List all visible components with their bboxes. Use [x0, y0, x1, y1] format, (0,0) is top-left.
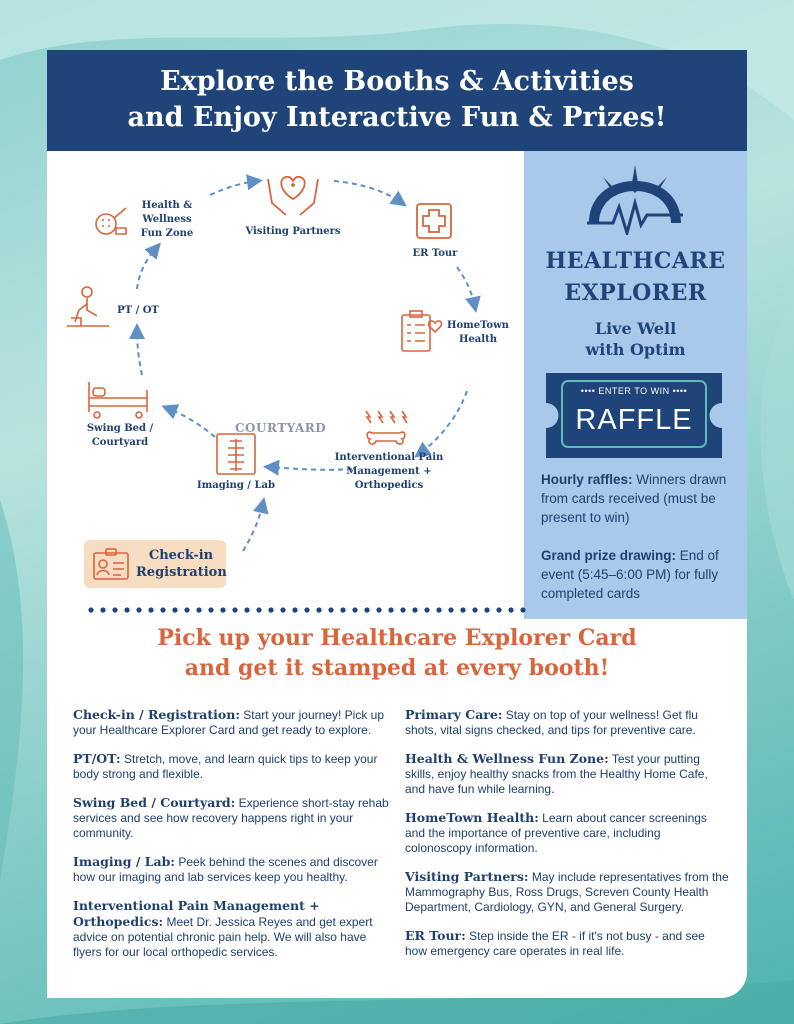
card-headline [47, 623, 747, 683]
divider-dot [496, 607, 501, 612]
station-er-tour: ER Tour [412, 248, 458, 259]
desc-text: Start your journey! Pick up your Healthcare Explorer Card and get ready to explore. [73, 708, 385, 737]
desc-item [73, 707, 395, 738]
desc-item [73, 854, 395, 885]
flyer-sheet [47, 50, 747, 998]
divider-dot [364, 607, 369, 612]
headline-line1: Pick up your Healthcare Explorer Card [157, 625, 637, 651]
divider-dot [424, 607, 429, 612]
divider-dot [304, 607, 309, 612]
desc-item [73, 795, 395, 841]
desc-item [405, 869, 730, 915]
station-pain-management: Interventional Pain Management + Orthopedics [334, 452, 444, 491]
divider-dot [100, 607, 105, 612]
ticket-enter-to-win: •••• ENTER TO WIN •••• [580, 386, 688, 396]
checkin-line1: Check-in [148, 548, 214, 563]
desc-title: PT/OT: [73, 751, 121, 766]
divider-dot [520, 607, 525, 612]
sidebar-title-line1: HEALTHCARE [545, 248, 726, 274]
divider-dot [388, 607, 393, 612]
station-hometown-health: HomeTown Health [447, 320, 509, 345]
desc-title: HomeTown Health: [405, 810, 539, 825]
desc-item [405, 751, 730, 797]
golf-club-icon [92, 206, 132, 242]
hourly-raffles-desc: Winners drawn from cards received (must be present to win) [541, 472, 727, 525]
divider-dot [124, 607, 129, 612]
descriptions-right [405, 707, 730, 972]
desc-text: Test your putting skills, enjoy healthy snacks from the Healthy Home Cafe, and have fun while learning. [405, 752, 708, 796]
divider-dot [460, 607, 465, 612]
divider-dot [376, 607, 381, 612]
desc-title: Visiting Partners: [405, 869, 529, 884]
divider-dot [316, 607, 321, 612]
checkin-line2: Registration [136, 565, 227, 580]
desc-text: Meet Dr. Jessica Reyes and get expert advice on potential chronic pain help. We will also have flyers for our local orthopedic services. [73, 915, 373, 959]
divider-dot [232, 607, 237, 612]
grand-prize-text [541, 546, 741, 603]
station-imaging-lab: Imaging / Lab [197, 480, 275, 491]
divider-dot [448, 607, 453, 612]
bone-pain-icon [362, 407, 410, 447]
banner-title-line1: Explore the Booths & Activities [160, 66, 634, 97]
divider-dot [172, 607, 177, 612]
divider-dot [400, 607, 405, 612]
hourly-raffles-title: Hourly raffles: [541, 472, 633, 487]
desc-item [405, 707, 730, 738]
desc-text: Learn about cancer screenings and the importance of preventive care, including colonoscopy information. [405, 811, 707, 855]
checkin-label [136, 547, 226, 581]
desc-text: Experience short-stay rehab services and see how recovery happens right in your community. [73, 796, 389, 840]
desc-title: Primary Care: [405, 707, 503, 722]
divider-dot [88, 607, 93, 612]
divider-dot [196, 607, 201, 612]
desc-title: Swing Bed / Courtyard: [73, 795, 236, 810]
divider-dot [112, 607, 117, 612]
desc-item [73, 751, 395, 782]
divider-dot [280, 607, 285, 612]
desc-title: ER Tour: [405, 928, 466, 943]
divider-dot [268, 607, 273, 612]
grand-prize-desc: End of event (5:45–6:00 PM) for fully completed cards [541, 548, 719, 601]
desc-item [405, 928, 730, 959]
divider-dot [484, 607, 489, 612]
desc-title: Interventional Pain Management + Orthopedics: [73, 898, 320, 929]
raffle-ticket [546, 373, 722, 458]
compass-heartbeat-icon [583, 163, 688, 235]
divider-dot [436, 607, 441, 612]
clipboard-heart-icon [399, 309, 445, 355]
booth-map [47, 151, 524, 619]
desc-text: Stay on top of your wellness! Get flu shots, vital signs checked, and tips for preventive care. [405, 708, 698, 737]
divider-dot [136, 607, 141, 612]
desc-title: Health & Wellness Fun Zone: [405, 751, 609, 766]
divider-dot [328, 607, 333, 612]
medical-cross-icon [414, 201, 454, 241]
divider-dot [160, 607, 165, 612]
courtyard-label: COURTYARD [235, 421, 327, 435]
dotted-divider [87, 606, 527, 614]
desc-text: Stretch, move, and learn quick tips to keep your body strong and flexible. [73, 752, 378, 781]
desc-text: Step inside the ER - if it's not busy - and see how emergency care operates in real life. [405, 929, 705, 958]
hands-heart-icon [262, 169, 324, 219]
divider-dot [352, 607, 357, 612]
station-health-wellness: Health & Wellness Fun Zone [140, 200, 194, 239]
sidebar-title-line2: EXPLORER [564, 280, 707, 306]
desc-item [73, 898, 395, 960]
ticket-raffle: RAFFLE [575, 404, 693, 436]
divider-dot [412, 607, 417, 612]
hourly-raffles-text [541, 470, 741, 527]
explorer-sidebar [524, 151, 747, 619]
divider-dot [244, 607, 249, 612]
divider-dot [184, 607, 189, 612]
station-pt-ot: PT / OT [117, 305, 159, 316]
descriptions-left [73, 707, 395, 973]
divider-dot [220, 607, 225, 612]
banner-title-line2: and Enjoy Interactive Fun & Prizes! [127, 102, 667, 133]
sidebar-tagline-line1: Live Well [594, 319, 677, 338]
hospital-bed-icon [85, 376, 151, 420]
desc-item [405, 810, 730, 856]
grand-prize-title: Grand prize drawing: [541, 548, 677, 563]
station-swing-bed: Swing Bed / Courtyard [86, 423, 154, 448]
desc-text: Peek behind the scenes and discover how our imaging and lab services keep you healthy. [73, 855, 378, 884]
header-banner [47, 50, 747, 151]
id-badge-icon [92, 547, 130, 581]
divider-dot [340, 607, 345, 612]
therapy-person-icon [65, 284, 111, 330]
divider-dot [472, 607, 477, 612]
desc-text: May include representatives from the Mammography Bus, Ross Drugs, Screven County Health Department, Cardiology, GYN, and General Surgery. [405, 870, 729, 914]
desc-title: Imaging / Lab: [73, 854, 176, 869]
sidebar-tagline-line2: with Optim [585, 340, 686, 359]
divider-dot [508, 607, 513, 612]
spine-xray-icon [214, 431, 258, 477]
divider-dot [208, 607, 213, 612]
divider-dot [292, 607, 297, 612]
divider-dot [148, 607, 153, 612]
checkin-registration-box [84, 540, 226, 588]
divider-dot [256, 607, 261, 612]
headline-line2: and get it stamped at every booth! [184, 655, 610, 681]
desc-title: Check-in / Registration: [73, 707, 240, 722]
station-visiting-partners: Visiting Partners [245, 226, 341, 237]
